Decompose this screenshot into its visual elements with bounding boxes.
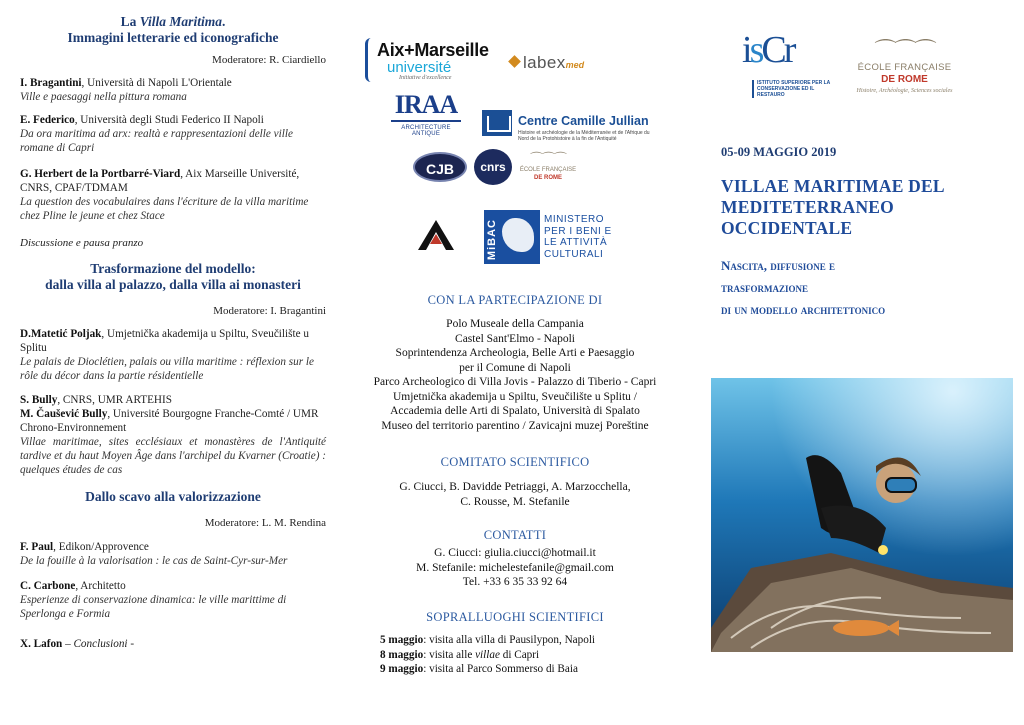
talk-lafon: X. Lafon – Conclusioni -: [20, 638, 135, 650]
diver-photo: [711, 378, 1013, 652]
visits-section: [345, 610, 685, 625]
session2-moderator: Moderatore: I. Bragantini: [213, 305, 326, 317]
mibac-emblem-icon: MiBAC: [484, 210, 540, 264]
session1-title: La Villa Maritima. Immagini letterarie ed iconografiche: [67, 14, 279, 45]
session2-title: Trasformazione del modello: dalla villa al palazzo, dalla villa ai monasteri: [45, 261, 301, 292]
a-triangle-icon: [416, 218, 456, 252]
ecole-francaise-small-logo: ⌒⌒⌒ ÉCOLE FRANÇAISE DE ROME: [519, 151, 577, 181]
participation-list: Polo Museale della Campania Castel Sant'Elmo - Napoli Soprintendenza Archeologia, Belle Arti e Paesaggio per il Comune di Napoli Parco Archeologico di Villa Jovis - Palazzo di Tiberio - Capri Umjetnička akademija u Spiltu, Sveučilište u Splitu / Accademia delle Arti di Spalato, Università di Spalato Museo del territorio parentino / Zavicajni muzej Poreštine: [373, 318, 657, 432]
iraa-logo: IRAA ARCHITECTURE ANTIQUE: [391, 90, 461, 140]
talk-matetic: D.Matetić Poljak, Umjetnička akademija u Spiltu, Sveučilište u Splitu Le palais de Dioclétien, palais ou villa maritime : réflexion sur le rôle du décor dans la partie résidentielle: [20, 328, 314, 382]
talk-herbert: G. Herbert de la Portbarré-Viard, Aix Marseille Université, CNRS, CPAF/TDMAM La question des vocabulaires dans l'écriture de la villa maritime chez Pline le jeune et chez Stace: [20, 168, 309, 222]
ecole-francaise-logo: ⌒⌒⌒ ÉCOLE FRANÇAISE DE ROME Histoire, Archéologie, Sciences sociales: [852, 40, 957, 106]
talk-bully: S. Bully, CNRS, UMR ARTEHIS M. Čaušević Bully, Université Bourgogne Franche-Comté / UMR Chrono-Environnement Villae maritimae, sites ecclésiaux et monastères de l'Antiquité tardive et du haut Moyen Âge dans l'archipel du Kvarner (Croatie) : quelques études de cas: [20, 394, 326, 476]
session3-title: Dallo scavo alla valorizzazione: [85, 489, 261, 504]
committee-heading: COMITATO SCIENTIFICO: [440, 455, 590, 469]
ccj-emblem-icon: [482, 110, 512, 136]
visits-list: [380, 633, 680, 677]
diver-underwater-image: [711, 378, 1013, 652]
iscr-logo: isCr ISTITUTO SUPERIORE PER LA CONSERVAZIONE ED IL RESTAURO: [742, 28, 832, 104]
centre-camille-jullian-logo: Centre Camille Jullian Histoire et archéologie de la Méditerranée et de l'Afrique du Nord de la Protohistoire à la fin de l'Antiquité: [482, 110, 652, 150]
arches-icon: ⌒⌒⌒: [529, 151, 566, 166]
mibac-logo: [484, 210, 614, 266]
contacts-heading: CONTATTI: [483, 528, 547, 542]
visit-item: 8 maggio: visita alle villae di Capri: [380, 648, 540, 661]
talk-paul: F. Paul, Edikon/Approvence De la fouille à la valorisation : le cas de Saint-Cyr-sur-Mer: [20, 541, 288, 567]
session3-moderator: Moderatore: L. M. Rendina: [204, 517, 326, 529]
contact-stefanile[interactable]: M. Stefanile: michelestefanile@gmail.com: [416, 561, 614, 574]
participation-section: [345, 293, 685, 433]
visit-item: 9 maggio: visita al Parco Sommerso di Baia: [380, 663, 578, 675]
visits-heading: SOPRALLUOGHI SCIENTIFICI: [426, 610, 604, 624]
cjb-logo: CJB: [413, 152, 467, 182]
session1-moderator: Moderatore: R. Ciardiello: [212, 54, 326, 66]
amu-bracket-icon: [365, 38, 371, 82]
contacts-section: [345, 528, 685, 590]
participation-heading: CON LA PARTECIPAZIONE DI: [427, 293, 603, 307]
cnrs-logo: cnrs: [474, 149, 512, 185]
labexmed-logo: labexmed: [510, 53, 620, 75]
contact-phone: Tel. +33 6 35 33 92 64: [462, 576, 568, 588]
main-title: VILLAE MARITIMAE DEL MEDITETERRANEO OCCIDENTALE: [721, 176, 945, 238]
committee-section: COMITATO SCIENTIFICO G. Ciucci, B. Davidde Petriaggi, A. Marzocchella, C. Rousse, M. Stefanile: [345, 455, 685, 509]
a-triangle-logo: [416, 218, 456, 252]
aix-marseille-logo: Aix+Marseille université Initiative d'excellence: [365, 38, 485, 84]
mibac-text: MINISTERO PER I BENI E LE ATTIVITÀ CULTURALI: [544, 214, 612, 260]
talk-bragantini: I. Bragantini, Università di Napoli L'Orientale Ville e paesaggi nella pittura romana: [20, 77, 232, 103]
lunch-break-note: Discussione e pausa pranzo: [20, 237, 144, 249]
subtitle: Nascita, diffusione e trasformazione di un modello architettonico: [721, 258, 886, 317]
talk-federico: E. Federico, Università degli Studi Federico II Napoli Da ora maritima ad arx: realtà e rappresentazioni delle ville romane di Capri: [20, 114, 293, 154]
talk-carbone: C. Carbone, Architetto Esperienze di conservazione dinamica: le ville marittime di Sperlonga e Formia: [20, 580, 287, 620]
iscr-mark-icon: isCr: [742, 29, 794, 71]
left-panel: [0, 0, 340, 725]
event-date: 05-09 MAGGIO 2019: [721, 145, 837, 159]
labex-diamond-icon: [508, 55, 521, 68]
contact-ciucci[interactable]: G. Ciucci: giulia.ciucci@hotmail.it: [434, 547, 596, 559]
arches-icon: ⌒⌒⌒: [874, 38, 935, 63]
visit-item: 5 maggio: visita alla villa di Pausilypon, Napoli: [380, 634, 596, 646]
